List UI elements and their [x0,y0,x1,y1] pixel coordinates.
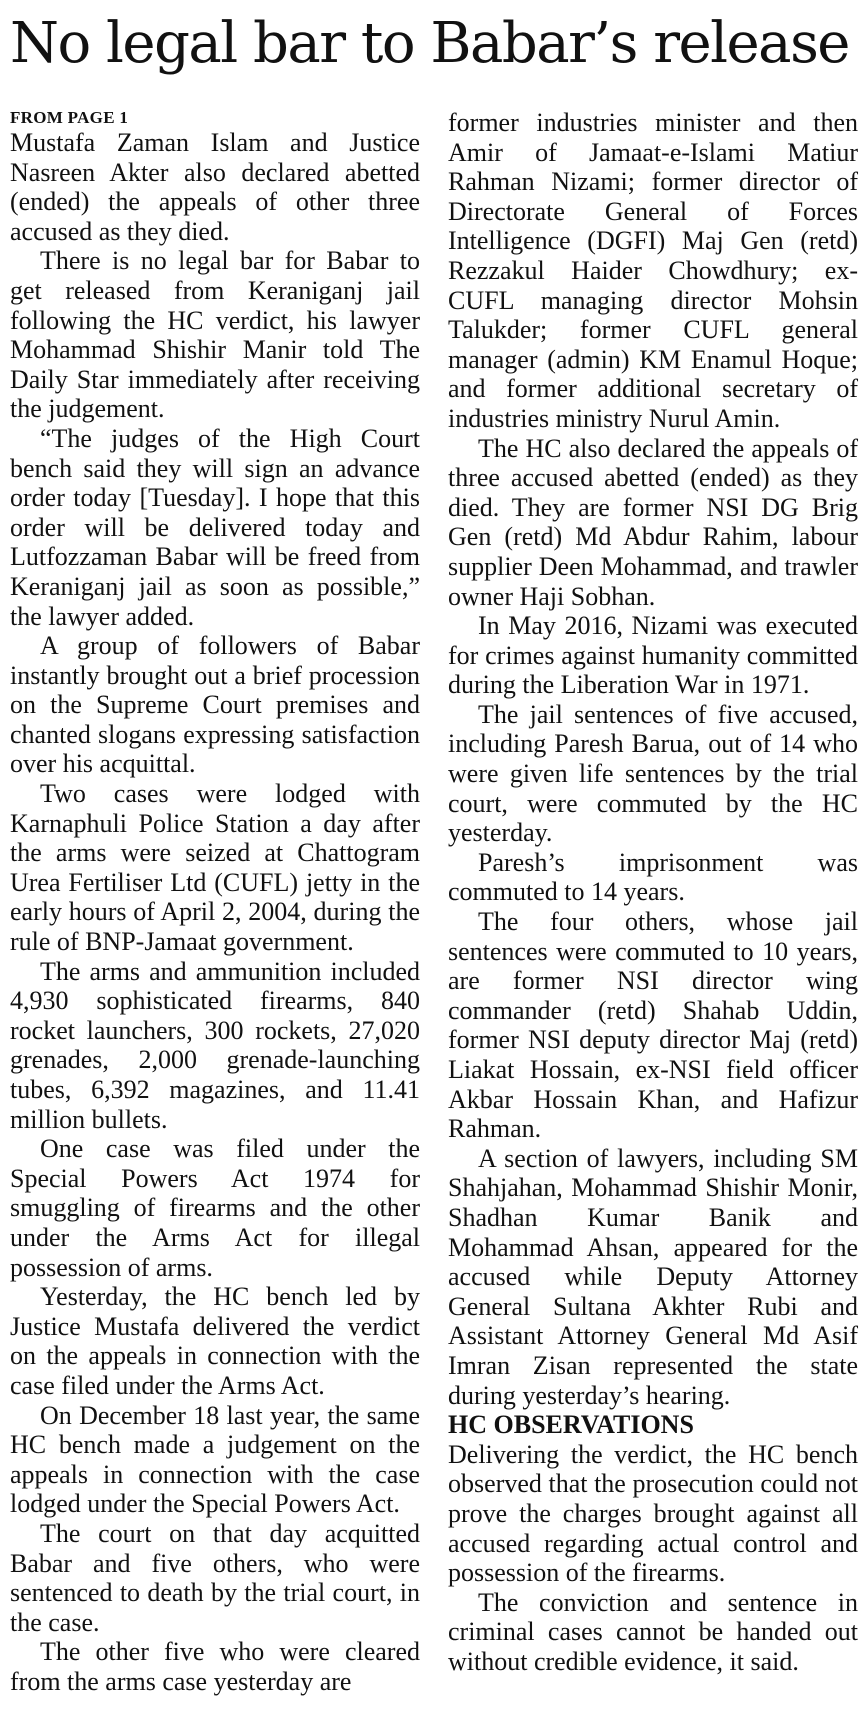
paragraph: Delivering the verdict, the HC bench observed that the prosecution could not prove the charges brought against all accused regarding actual control and possession of the firearms. [448,1439,858,1588]
paragraph: Paresh’s imprisonment was commuted to 14 years. [448,847,858,907]
paragraph: The arms and ammunition included 4,930 sophisticated firearms, 840 rocket launchers, 300 rockets, 27,020 grenades, 2,000 grenade-launching tubes, 6,392 magazines, and 11.41 million bullets. [10,956,420,1134]
dateline: FROM PAGE 1 [10,108,129,127]
paragraph: former industries minister and then Amir of Jamaat-e-Islami Matiur Rahman Nizami; former director of Directorate General of Forces Intelligence (DGFI) Maj Gen (retd) Rezzakul Haider Chowdhury; ex-CUFL managing director Mohsin Talukder; former CUFL general manager (admin) KM Enamul Hoque; and former additional secretary of industries ministry Nurul Amin. [448,108,858,433]
paragraph: The other five who were cleared from the arms case yesterday are [10,1637,420,1696]
paragraph: A section of lawyers, including SM Shahjahan, Mohammad Shishir Monir, Shadhan Kumar Banik and Mohammad Ahsan, appeared for the accused while Deputy Attorney General Sultana Akhter Rubi and Assistant Attorney General Md Asif Imran Zisan represented the state during yesterday’s hearing. [448,1143,858,1410]
paragraph: Mustafa Zaman Islam and Justice Nasreen Akter also declared abetted (ended) the appeals of other three accused as they died. [10,128,420,246]
paragraph: On December 18 last year, the same HC bench made a judgement on the appeals in connection with the case lodged under the Special Powers Act. [10,1400,420,1519]
paragraph: The conviction and sentence in criminal cases cannot be handed out without credible evidence, it said. [448,1587,858,1676]
paragraph: The court on that day acquitted Babar and five others, who were sentenced to death by the trial court, in the case. [10,1518,420,1637]
paragraph: Yesterday, the HC bench led by Justice Mustafa delivered the verdict on the appeals in connection with the case filed under the Arms Act. [10,1282,420,1400]
article-column-right [448,108,858,1676]
paragraph: There is no legal bar for Babar to get released from Keraniganj jail following the HC verdict, his lawyer Mohammad Shishir Manir told The Daily Star immediately after receiving the judgement. [10,246,420,424]
paragraph: One case was filed under the Special Powers Act 1974 for smuggling of firearms and the other under the Arms Act for illegal possession of arms. [10,1134,420,1282]
headline: No legal bar to Babar’s release [10,11,849,76]
paragraph: A group of followers of Babar instantly brought out a brief procession on the Supreme Court premises and chanted slogans expressing satisfaction over his acquittal. [10,631,420,779]
paragraph: In May 2016, Nizami was executed for crimes against humanity committed during the Liberation War in 1971. [448,611,858,700]
subheading: HC OBSERVATIONS [448,1410,694,1440]
article-column-left [10,108,420,1696]
paragraph: The HC also declared the appeals of three accused abetted (ended) as they died. They are former NSI DG Brig Gen (retd) Md Abdur Rahim, labour supplier Deen Mohammad, and trawler owner Haji Sobhan. [448,433,858,611]
paragraph: The four others, whose jail sentences were commuted to 10 years, are former NSI director wing commander (retd) Shahab Uddin, former NSI deputy director Maj (retd) Liakat Hossain, ex-NSI field officer Akbar Hossain Khan, and Hafizur Rahman. [448,907,858,1144]
paragraph: Two cases were lodged with Karnaphuli Police Station a day after the arms were seized at Chattogram Urea Fertiliser Ltd (CUFL) jetty in the early hours of April 2, 2004, during the rule of BNP-Jamaat government. [10,779,420,957]
paragraph: “The judges of the High Court bench said they will sign an advance order today [Tuesday]. I hope that this order will be delivered today and Lutfozzaman Babar will be freed from Keraniganj jail as soon as possible,” the lawyer added. [10,423,420,631]
paragraph: The jail sentences of five accused, including Paresh Barua, out of 14 who were given life sentences by the trial court, were commuted by the HC yesterday. [448,699,858,848]
